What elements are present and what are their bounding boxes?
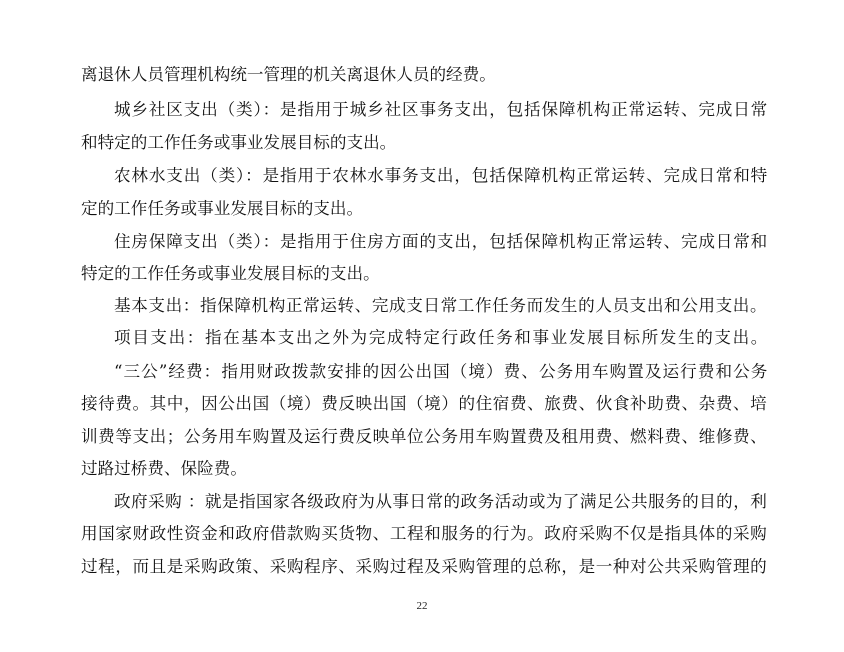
text-line: 特定的工作任务或事业发展目标的支出。 xyxy=(81,264,380,283)
text-line: 定的工作任务或事业发展目标的支出。 xyxy=(81,199,364,218)
paragraph-government-procurement: 政府采购 ：就是指国家各级政府为从事日常的政务活动或为了满足公共服务的目的，利 xyxy=(114,492,768,511)
paragraph-project-expenditure: 项目支出：指在基本支出之外为完成特定行政任务和事业发展目标所发生的支出。 xyxy=(114,328,769,347)
text-line: 训费等支出；公务用车购置及运行费反映单位公务用车购置费及租用费、燃料费、维修费、 xyxy=(81,427,768,446)
text-line: 和特定的工作任务或事业发展目标的支出。 xyxy=(81,133,397,152)
text-line: 过程，而且是采购政策、采购程序、采购过程及采购管理的总称，是一种对公共采购管理的 xyxy=(81,557,768,576)
paragraph-urban-rural-community: 城乡社区支出（类）：是指用于城乡社区事务支出，包括保障机构正常运转、完成日常 xyxy=(114,100,769,119)
paragraph-three-public-expenses: “三公”经费：指用财政拨款安排的因公出国（境）费、公务用车购置及运行费和公务 xyxy=(114,362,769,381)
paragraph-agriculture-forestry-water: 农林水支出（类）：是指用于农林水事务支出，包括保障机构正常运转、完成日常和特 xyxy=(114,166,769,185)
text-line: 用国家财政性资金和政府借款购买货物、工程和服务的行为。政府采购不仅是指具体的采购 xyxy=(81,524,768,543)
text-line: 过路过桥费、保险费。 xyxy=(81,459,247,478)
paragraph-housing-security: 住房保障支出（类）：是指用于住房方面的支出，包括保障机构正常运转、完成日常和 xyxy=(114,232,769,251)
paragraph-basic-expenditure: 基本支出：指保障机构正常运转、完成支日常工作任务而发生的人员支出和公用支出。 xyxy=(114,296,768,315)
page-number: 22 xyxy=(416,600,428,612)
text-line: 离退休人员管理机构统一管理的机关离退休人员的经费。 xyxy=(81,65,496,84)
text-line: 接待费。其中，因公出国（境）费反映出国（境）的住宿费、旅费、伙食补助费、杂费、培 xyxy=(81,394,768,413)
